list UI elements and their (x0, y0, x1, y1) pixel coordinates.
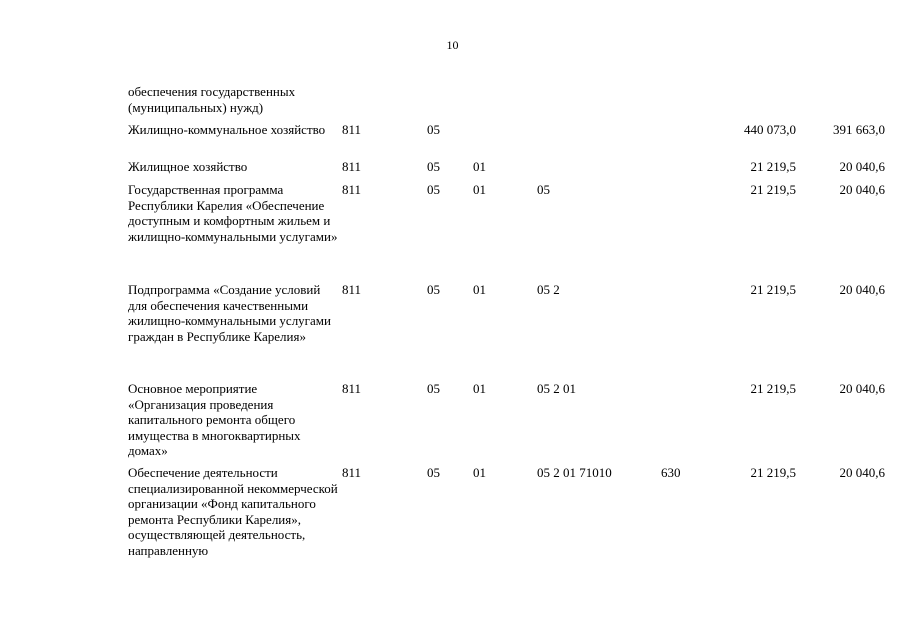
row-sum-2: 20 040,6 (839, 182, 885, 197)
row-sum-2: 20 040,6 (839, 159, 885, 174)
row-rz: 05 (427, 122, 440, 137)
row-sum-2: 20 040,6 (839, 465, 885, 480)
row-sum-1: 21 219,5 (750, 159, 796, 174)
row-name: Обеспечение деятельности специализированной некоммерческой организации «Фонд капитального ремонта Республики Карелия», осуществляющей деятельность, направленную (128, 465, 338, 558)
row-name: Государственная программа Республики Карелия «Обеспечение доступным и комфортным жильем и жилищно-коммунальными услугами» (128, 182, 338, 244)
row-pr: 01 (473, 182, 486, 197)
row-sum-2: 20 040,6 (839, 282, 885, 297)
row-pr: 01 (473, 465, 486, 480)
row-sum-2: 20 040,6 (839, 381, 885, 396)
row-vr: 630 (661, 465, 681, 480)
row-ved: 811 (342, 122, 362, 137)
row-sum-1: 21 219,5 (750, 282, 796, 297)
row-sum-1: 21 219,5 (750, 465, 796, 480)
row-rz: 05 (427, 381, 440, 396)
row-name: Жилищно-коммунальное хозяйство (128, 122, 326, 137)
row-name: Жилищное хозяйство (128, 159, 248, 174)
row-sum-2: 391 663,0 (833, 122, 885, 137)
row-pr: 01 (473, 282, 486, 297)
row-pr: 01 (473, 159, 486, 174)
row-ved: 811 (342, 159, 362, 174)
row-rz: 05 (427, 465, 440, 480)
row-name: обеспечения государственных (муниципальных) нужд) (128, 84, 296, 115)
row-rz: 05 (427, 282, 440, 297)
row-rz: 05 (427, 159, 440, 174)
row-ved: 811 (342, 182, 362, 197)
row-rz: 05 (427, 182, 440, 197)
row-ved: 811 (342, 282, 362, 297)
row-sum-1: 440 073,0 (744, 122, 796, 137)
row-csr: 05 2 01 (537, 381, 576, 396)
row-pr: 01 (473, 381, 486, 396)
row-ved: 811 (342, 381, 362, 396)
row-csr: 05 2 (537, 282, 560, 297)
row-csr: 05 2 01 71010 (537, 465, 612, 480)
row-ved: 811 (342, 465, 362, 480)
row-name: Подпрограмма «Создание условий для обеспечения качественными жилищно-коммунальными услугами граждан в Республике Карелия» (128, 282, 331, 344)
row-csr: 05 (537, 182, 550, 197)
row-sum-1: 21 219,5 (750, 182, 796, 197)
row-name: Основное мероприятие «Организация проведения капитального ремонта общего имущества в многоквартирных домах» (128, 381, 301, 458)
row-sum-1: 21 219,5 (750, 381, 796, 396)
page-number: 10 (446, 38, 459, 52)
